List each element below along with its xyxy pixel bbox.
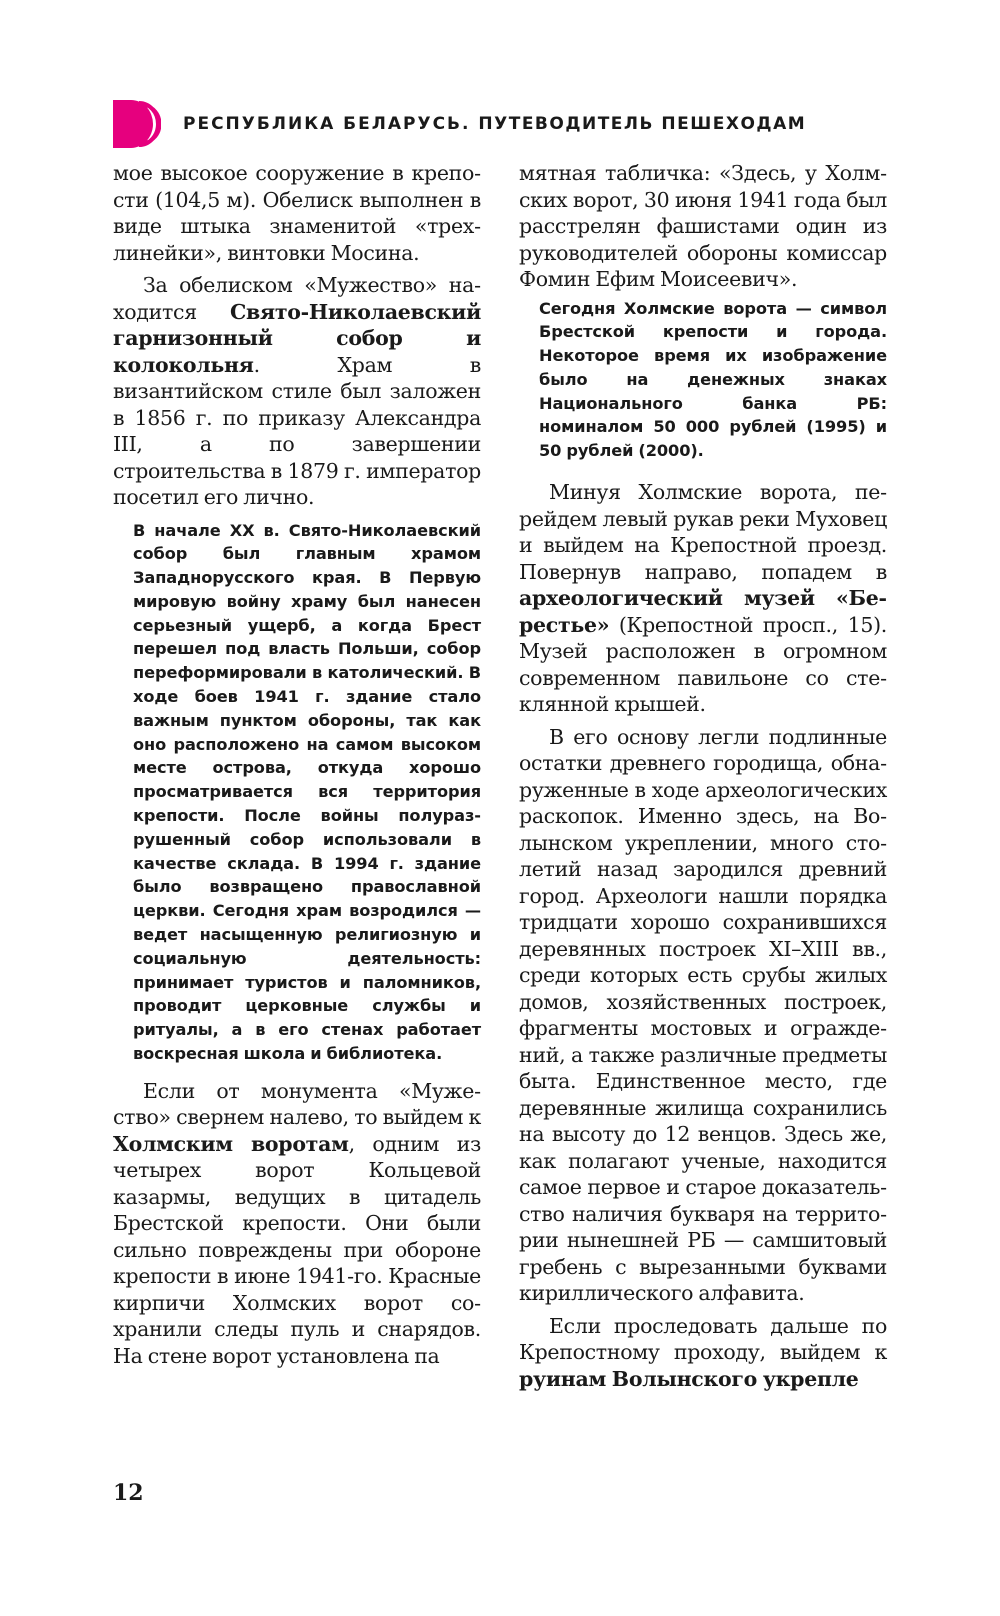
header-title-main: РЕСПУБЛИКА БЕЛАРУСЬ. — [183, 114, 471, 134]
left-paragraph-3-start: Если от монумента «Мужество» свернем налево, то выйдем к — [113, 1078, 481, 1130]
right-paragraph-4-start: Если проследовать дальше по Крепостному проходу, выйдем к — [519, 1313, 887, 1365]
right-paragraph-3: В его основу легли подлинные остатки древнего городища, обнаруженные в ходе археологических раскопок. Именно здесь, на Волынском укреплении, много столетий назад зародился древний город. Археологи нашли порядка тридцати хорошо сохранившихся деревянных построек XI–XIII вв., среди которых есть срубы жилых домов, хозяйственных построек, фрагменты мостовых и ограждений, а также различные предметы быта. Единственное место, где деревянные жилища сохранились на высоту до 12 венцов. Здесь же, как полагают ученые, находится самое первое и старое доказательство наличия букваря на территории нынешней РБ — самшитовый гребень с вырезанными буквами кириллического алфавита. — [519, 724, 887, 1306]
page-number: 12 — [113, 1480, 144, 1506]
right-sidebar-note: Сегодня Холмские ворота — символ Брестской крепости и города. Некоторое время их изображение было на денежных знаках Национального банка РБ: номиналом 50 000 рублей (1995) и 50 рублей (2000). — [539, 298, 887, 461]
left-column — [113, 160, 481, 1369]
left-paragraph-3-end: , одним из четырех ворот Кольцевой казармы, ведущих в цитадель Брестской крепости. Они были сильно повреждены при обороне крепости в июне 1941-го. Красные кирпичи Холмских ворот сохранили следы пуль и снарядов. На стене ворот установлена па — [113, 1131, 481, 1368]
left-paragraph-3 — [113, 1078, 481, 1370]
running-header — [113, 100, 806, 148]
header-title-sub: ПУТЕВОДИТЕЛЬ ПЕШЕХОДАМ — [478, 114, 807, 134]
left-sidebar-note: В начале XX в. Свято-Николаевский собор был главным храмом Западнорусского края. В Первую мировую войну храму был нанесен серьезный ущерб, а когда Брест перешел под власть Польши, собор переформировали в католический. В ходе боев 1941 г. здание стало важным пунктом обороны, так как оно расположено на самом высоком месте острова, откуда хорошо просматривается вся территория крепости. После войны полуразрушенный собор использовали в качестве склада. В 1994 г. здание было возвращено православной церкви. Сегодня храм возродился — ведет насыщенную религиозную и социальную деятельность: принимает туристов и паломников, проводит церковные службы и ритуалы, а в его стенах работает воскресная школа и библиотека. — [133, 520, 481, 1064]
right-paragraph-4 — [519, 1313, 887, 1393]
publisher-logo-icon — [113, 100, 161, 148]
right-paragraph-2-start: Минуя Холмские ворота, перейдем левый рукав реки Муховец и выйдем на Крепостной проезд. Повернув направо, попадем в — [519, 480, 887, 584]
left-paragraph-2 — [113, 272, 481, 511]
left-paragraph-1: мое высокое сооружение в крепости (104,5 м). Обелиск выполнен в виде штыка знаменитой «трехлинейки», винтовки Мосина. — [113, 161, 481, 265]
left-paragraph-2-end: . Храм в византийском стиле был заложен в 1856 г. по приказу Александра III, а по завершении строительства в 1879 г. император посетил его лично. — [113, 352, 481, 509]
right-paragraph-2-end: (Крепостной просп., 15). Музей расположен в огромном современном павильоне со стеклянной крышей. — [519, 612, 887, 717]
right-paragraph-2-bold: археологический музей «Берестье» — [519, 586, 887, 637]
right-paragraph-1: мятная табличка: «Здесь, у Холмских ворот, 30 июня 1941 года был расстрелян фашистами один из руководителей обороны комиссар Фомин Ефим Моисеевич». — [519, 161, 887, 291]
left-paragraph-2-start: За обелиском «Мужество» находится — [113, 273, 481, 324]
right-column — [519, 160, 887, 1392]
right-paragraph-2 — [519, 479, 887, 718]
header-title — [183, 114, 806, 134]
right-paragraph-4-bold: руинам Волынского укрепле — [519, 1366, 859, 1391]
left-paragraph-2-bold: Свято-Николаевский гарнизонный собор и колокольня — [113, 299, 481, 377]
left-paragraph-3-bold: Холмским воротам — [113, 1131, 349, 1156]
